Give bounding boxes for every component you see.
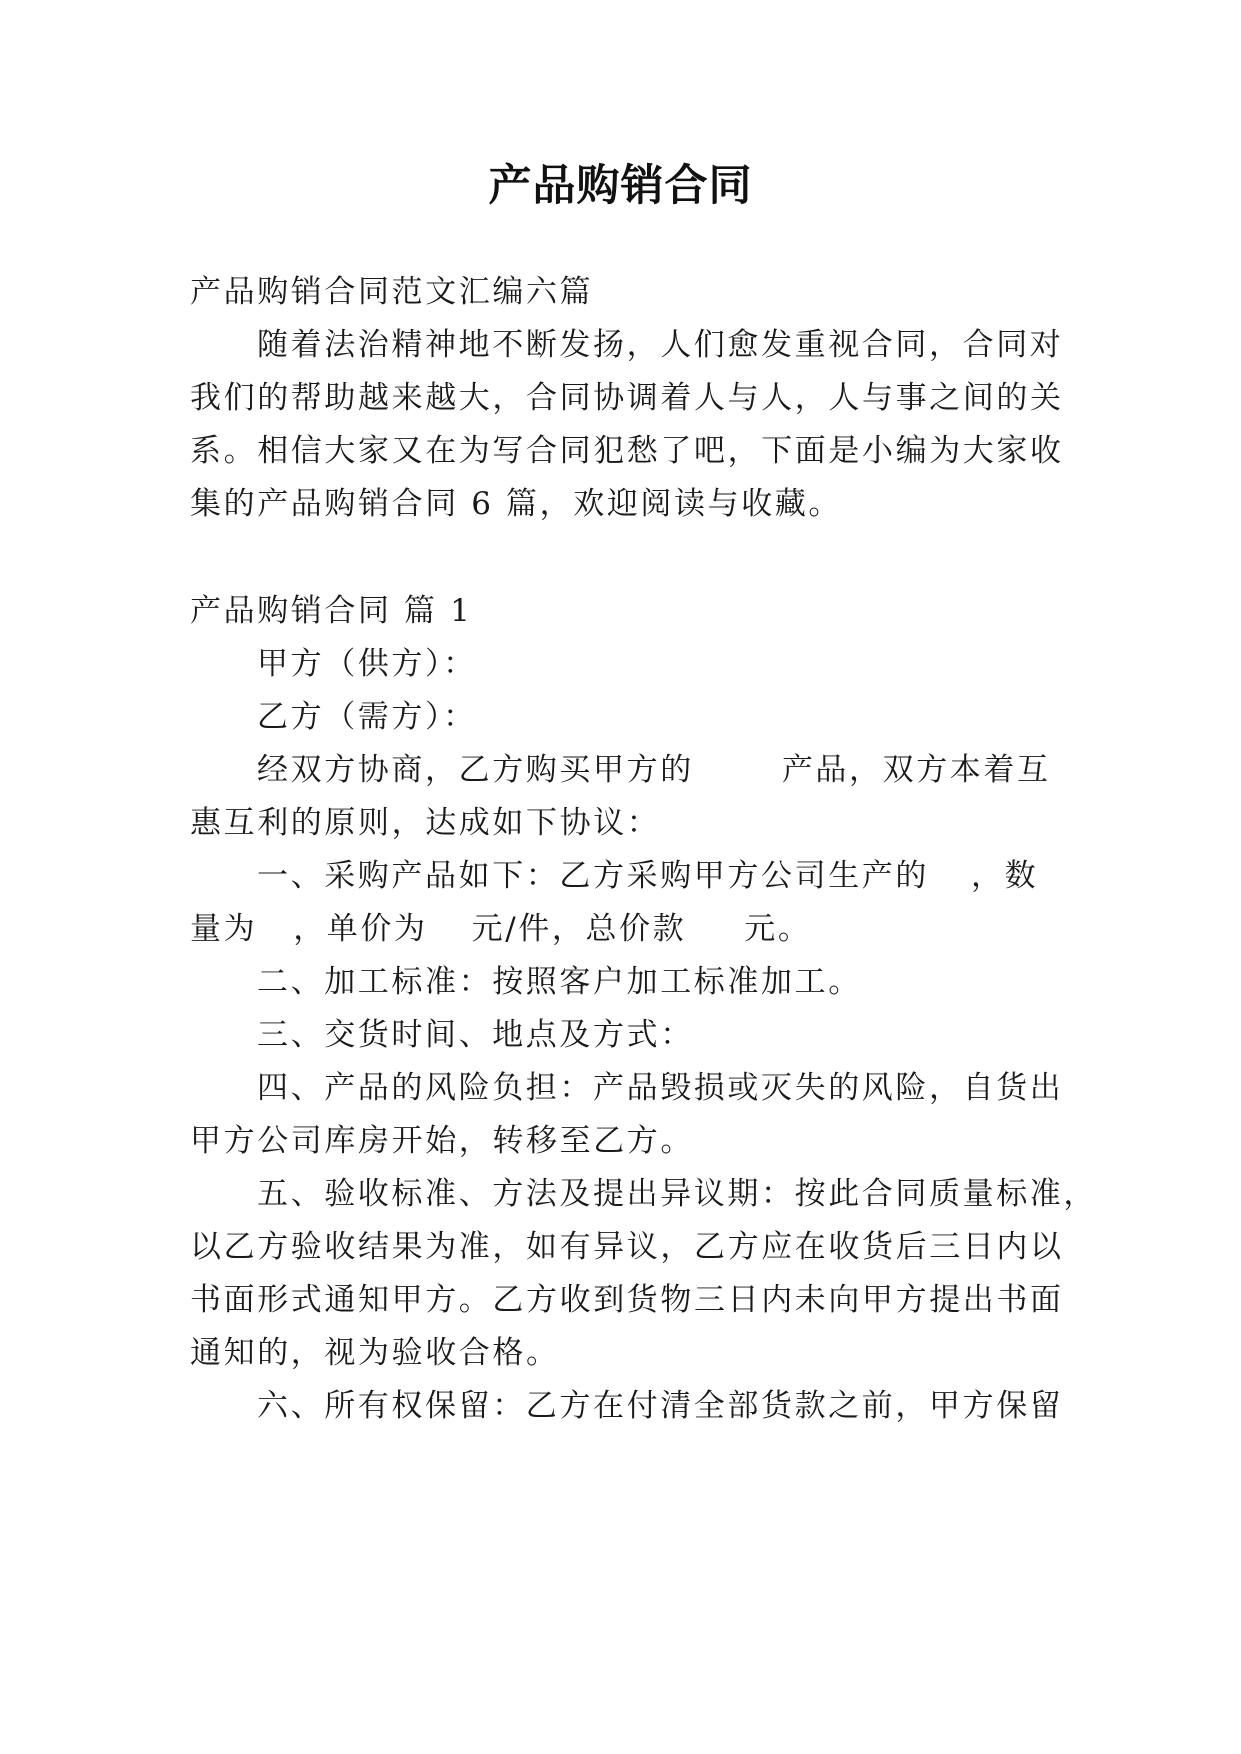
clause-2: 二、加工标准：按照客户加工标准加工。 — [257, 964, 862, 1000]
clause-5-line-1: 五、验收标准、方法及提出异议期：按此合同质量标准， — [257, 1176, 1097, 1212]
party-b-label: 乙方（需方）： — [257, 699, 477, 735]
consult-text-b: 产品，双方本着互 — [781, 752, 1051, 788]
clause-1-text-a: 一、采购产品如下：乙方采购甲方公司生产的 — [257, 858, 929, 894]
intro-line-3: 系。相信大家又在为写合同犯愁了吧，下面是小编为大家收 — [190, 433, 1064, 469]
clause-4-line-2: 甲方公司库房开始，转移至乙方。 — [190, 1123, 694, 1159]
clause-1-line-1 — [257, 850, 1123, 895]
intro-line-2: 我们的帮助越来越大，合同协调着人与人，人与事之间的关 — [190, 380, 1064, 416]
clause-1-line-2 — [190, 903, 1056, 948]
clause-4-line-1: 四、产品的风险负担：产品毁损或灭失的风险，自货出 — [257, 1070, 1064, 1106]
clause-5-line-4: 通知的，视为验收合格。 — [190, 1335, 560, 1371]
intro-line-4: 集的产品购销合同 6 篇，欢迎阅读与收藏。 — [190, 486, 843, 522]
clause-6-line-1: 六、所有权保留：乙方在付清全部货款之前，甲方保留 — [257, 1388, 1064, 1424]
clause-5-line-3: 书面形式通知甲方。乙方收到货物三日内未向甲方提出书面 — [190, 1282, 1064, 1318]
clause-1-text-c: 量为 — [190, 911, 258, 947]
clause-1-text-d: ，单价为 — [293, 911, 428, 947]
clause-1-text-b: ，数 — [971, 858, 1039, 894]
consult-text-a: 经双方协商，乙方购买甲方的 — [257, 752, 694, 788]
document-subtitle: 产品购销合同范文汇编六篇 — [190, 274, 594, 310]
consult-line-2: 惠互利的原则，达成如下协议： — [190, 805, 661, 841]
clause-1-text-f: 元。 — [744, 911, 812, 947]
document-title: 产品购销合同 — [488, 161, 753, 211]
intro-line-1: 随着法治精神地不断发扬，人们愈发重视合同，合同对 — [257, 327, 1064, 363]
clause-1-text-e: 元/件，总价款 — [471, 911, 687, 947]
clause-5-line-2: 以乙方验收结果为准，如有异议，乙方应在收货后三日内以 — [190, 1229, 1064, 1265]
section-heading: 产品购销合同 篇 1 — [190, 593, 473, 629]
clause-3: 三、交货时间、地点及方式： — [257, 1017, 694, 1053]
party-a-label: 甲方（供方）： — [257, 646, 477, 682]
consult-line-1 — [257, 744, 1123, 789]
